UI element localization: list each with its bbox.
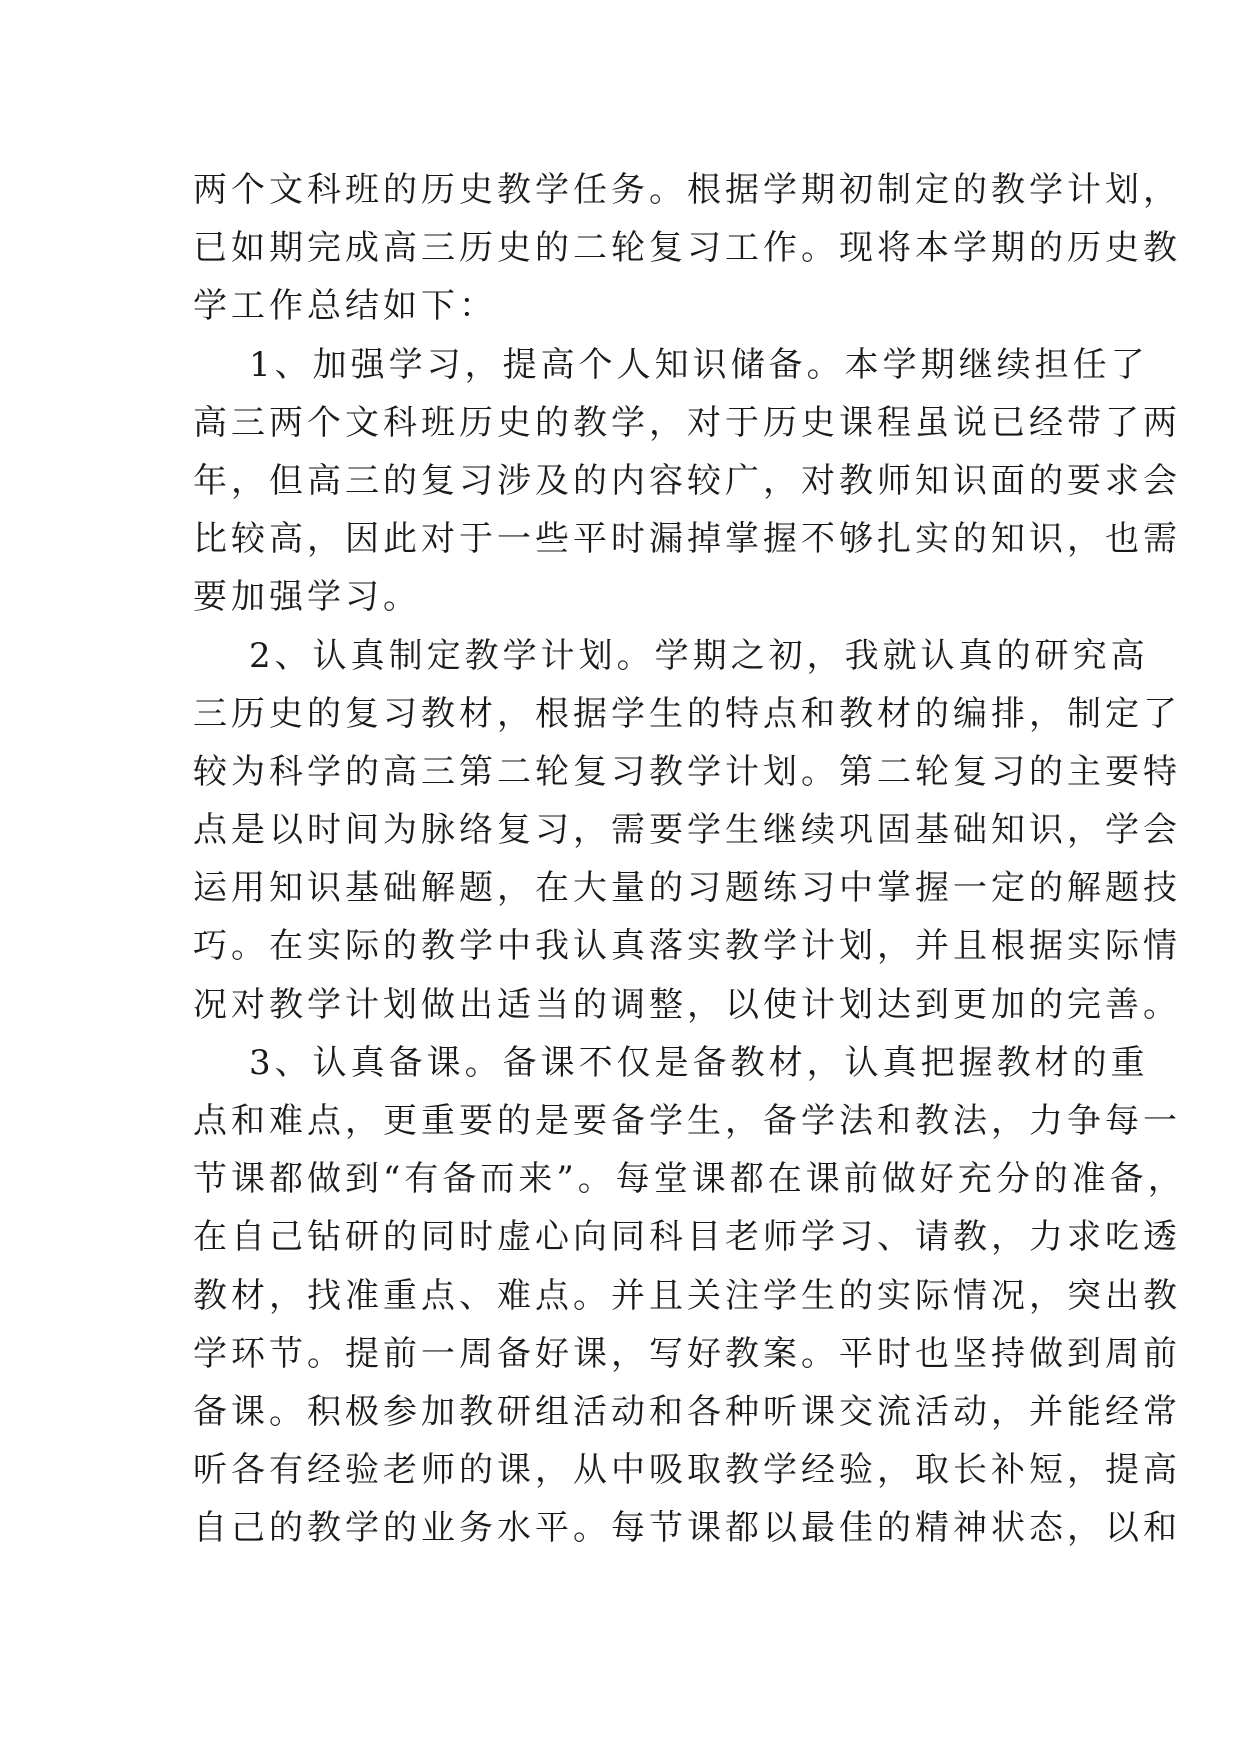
text-line: 要加强学习。 — [193, 577, 421, 618]
text-line-paragraph-start: 1、加强学习，提高个人知识储备。本学期继续担任了 — [249, 344, 1149, 385]
text-line: 况对教学计划做出适当的调整，以使计划达到更加的完善。 — [193, 984, 1181, 1025]
text-line: 两个文科班的历史教学任务。根据学期初制定的教学计划， — [193, 170, 1181, 210]
text-line: 高三两个文科班历史的教学，对于历史课程虽说已经带了两 — [193, 402, 1181, 443]
text-line: 点和难点，更重要的是要备学生，备学法和教法，力争每一 — [193, 1101, 1181, 1141]
text-line: 学环节。提前一周备好课，写好教案。平时也坚持做到周前 — [193, 1333, 1181, 1374]
text-line: 听各有经验老师的课，从中吸取教学经验，取长补短，提高 — [193, 1450, 1181, 1491]
text-line: 较为科学的高三第二轮复习教学计划。第二轮复习的主要特 — [193, 751, 1181, 792]
text-line: 三历史的复习教材，根据学生的特点和教材的编排，制定了 — [193, 693, 1181, 734]
text-line: 比较高，因此对于一些平时漏掉掌握不够扎实的知识，也需 — [193, 519, 1181, 560]
text-line-paragraph-start: 3、认真备课。备课不仅是备教材，认真把握教材的重 — [249, 1042, 1149, 1083]
body-text — [193, 161, 1186, 1558]
text-line: 已如期完成高三历史的二轮复习工作。现将本学期的历史教 — [193, 228, 1181, 269]
text-line: 备课。积极参加教研组活动和各种听课交流活动，并能经常 — [193, 1391, 1181, 1432]
text-line: 点是以时间为脉络复习，需要学生继续巩固基础知识，学会 — [193, 810, 1181, 851]
text-line: 运用知识基础解题，在大量的习题练习中掌握一定的解题技 — [193, 868, 1181, 909]
text-line: 节课都做到“有备而来”。每堂课都在课前做好充分的准备， — [193, 1159, 1186, 1200]
text-line: 自己的教学的业务水平。每节课都以最佳的精神状态，以和 — [193, 1508, 1181, 1549]
text-line-paragraph-start: 2、认真制定教学计划。学期之初，我就认真的研究高 — [249, 635, 1149, 676]
text-line: 学工作总结如下： — [193, 286, 497, 327]
text-line: 在自己钻研的同时虚心向同科目老师学习、请教，力求吃透 — [193, 1217, 1181, 1258]
text-line: 年，但高三的复习涉及的内容较广，对教师知识面的要求会 — [193, 460, 1181, 501]
text-line: 教材，找准重点、难点。并且关注学生的实际情况，突出教 — [193, 1275, 1181, 1316]
text-line: 巧。在实际的教学中我认真落实教学计划，并且根据实际情 — [193, 926, 1181, 967]
